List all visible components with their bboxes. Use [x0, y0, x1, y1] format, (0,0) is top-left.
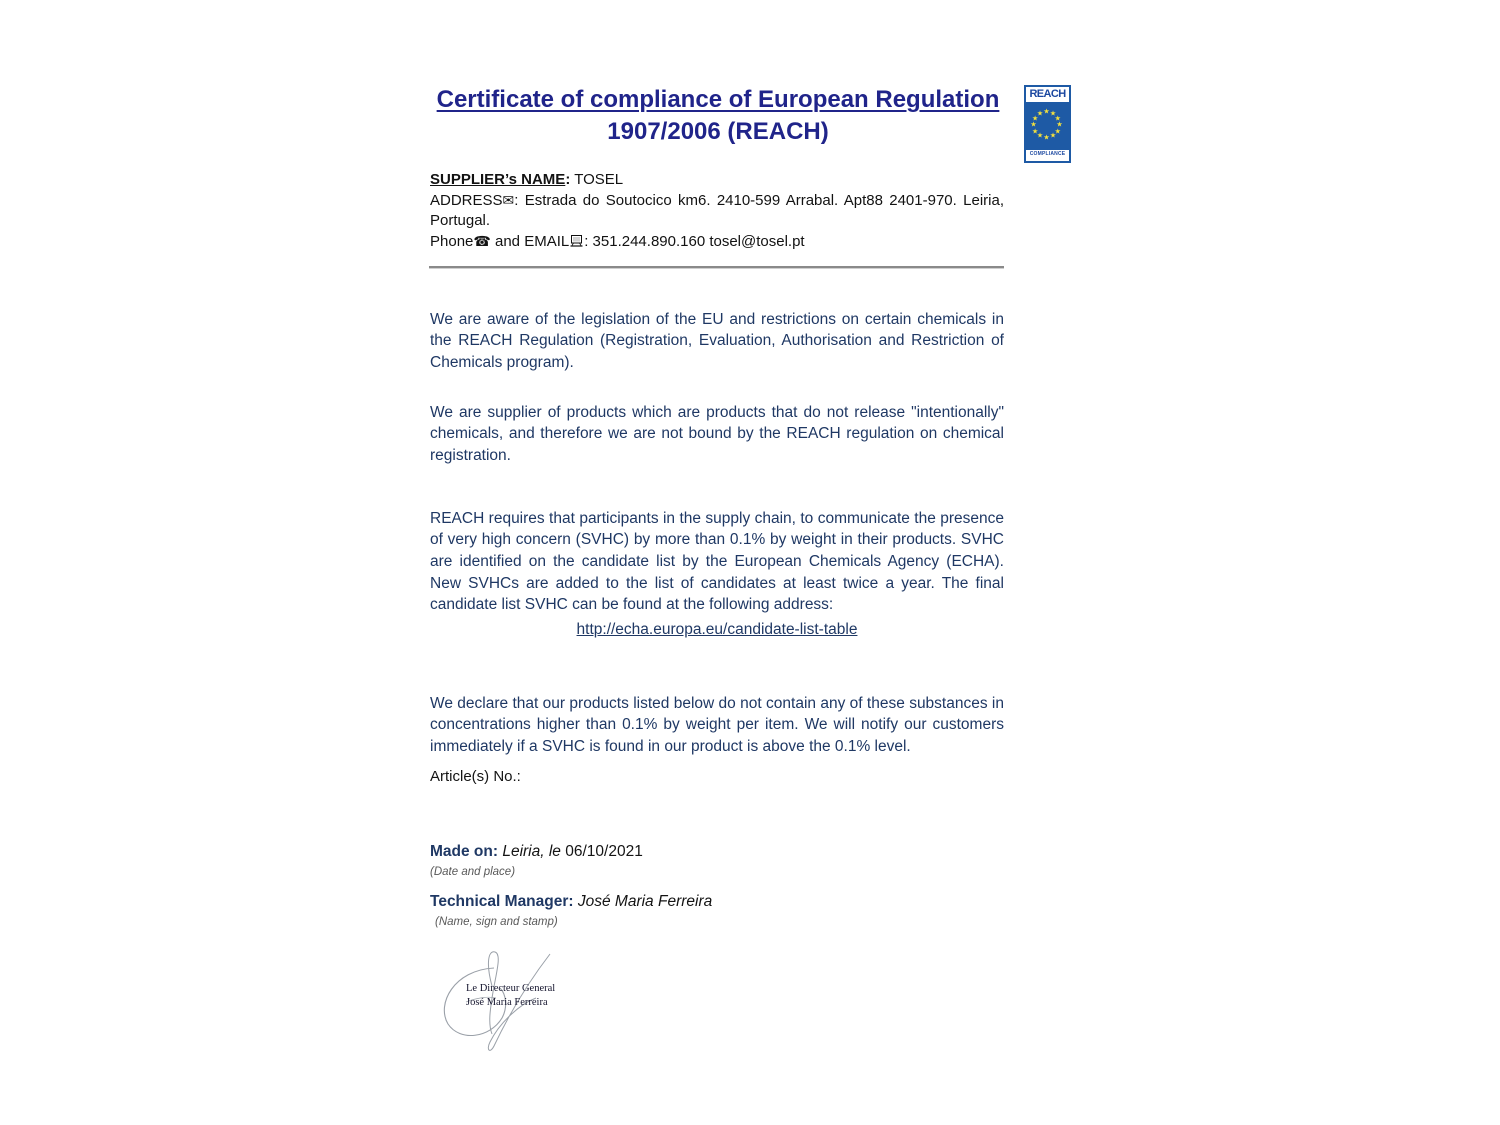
eu-star-icon: ★: [1036, 132, 1044, 140]
made-on-line: [430, 843, 1004, 861]
article-number-label: Article(s) No.:: [430, 768, 521, 785]
signature-block: [432, 946, 572, 1061]
supplier-name-label: SUPPLIER’s NAME: [430, 171, 566, 188]
eu-star-icon: ★: [1032, 128, 1039, 135]
paragraph-declaration: We declare that our products listed below do not contain any of these substances in concentrations higher than 0.1% by weight per item. We will notify our customers immediately if a SVHC is found in our product is above the 0.1% level.: [430, 694, 1004, 755]
supplier-name-value: TOSEL: [570, 171, 624, 188]
made-on-label: Made on:: [430, 843, 499, 860]
candidate-list-link[interactable]: http://echa.europa.eu/candidate-list-table: [576, 621, 858, 638]
supplier-block: [430, 170, 1004, 253]
paragraph-supplier-statement: We are supplier of products which are products that do not release "intentionally" chemicals, and therefore we are not bound by the REACH regulation on chemical registration.: [430, 403, 1004, 464]
address-label: ADDRESS: [430, 191, 503, 209]
eu-star-icon: ★: [1043, 134, 1050, 142]
reach-logo-label: REACH: [1026, 87, 1069, 104]
candidate-list-link-line: [430, 621, 1004, 639]
eu-star-icon: ★: [1036, 110, 1044, 118]
eu-star-icon: ★: [1054, 128, 1061, 135]
address-value: : Estrada do Soutocico km6. 2410-599 Arrabal. Apt88 2401-970. Leiria, Portugal.: [430, 191, 1004, 229]
eu-star-icon: ★: [1043, 108, 1050, 116]
name-sign-stamp-note: (Name, sign and stamp): [435, 916, 558, 928]
computer-icon: [570, 233, 583, 254]
contact-value: : 351.244.890.160 tosel@tosel.pt: [584, 232, 805, 250]
paragraph-awareness: We are aware of the legislation of the EU and restrictions on certain chemicals in the REACH Regulation (Registration, Evaluation, Authorisation and Restriction of Chemicals program).: [430, 310, 1004, 371]
paragraph-reach-requirements: REACH requires that participants in the supply chain, to communicate the presence of very high concern (SVHC) by more than 0.1% by weight in their products. SVHC are identified on the candidate list by the European Chemicals Agency (ECHA). New SVHCs are added to the list of candidates at least twice a year. The final candidate list SVHC can be found at the following address:: [430, 509, 1004, 614]
eu-star-icon: ★: [1032, 115, 1039, 122]
supplier-name-colon: :: [565, 171, 571, 188]
document-title: [430, 84, 1006, 148]
document-title-line1: Certificate of compliance of European Regulation: [436, 86, 1000, 113]
technical-manager-name: José Maria Ferreira: [573, 893, 713, 910]
date-place-note: (Date and place): [430, 866, 516, 878]
compliance-logo-label: COMPLIANCE: [1026, 148, 1069, 159]
eu-stars: [1026, 104, 1069, 148]
section-divider: [429, 266, 1004, 269]
signature-flourish: [432, 946, 572, 1061]
made-on-date: 06/10/2021: [560, 843, 643, 860]
technical-manager-line: [430, 893, 1004, 911]
eu-star-icon: ★: [1054, 115, 1061, 122]
signature-name-text: José Maria Ferreira: [466, 997, 548, 1008]
phone-icon: ☎: [473, 233, 491, 250]
eu-star-icon: ★: [1049, 132, 1057, 140]
envelope-icon: ✉: [502, 192, 515, 209]
reach-compliance-logo: [1024, 85, 1071, 163]
eu-star-icon: ★: [1049, 110, 1057, 118]
technical-manager-label: Technical Manager:: [430, 893, 574, 910]
document-title-line2: 1907/2006 (REACH): [607, 118, 829, 145]
signature-title-text: Le Directeur General: [466, 983, 556, 994]
email-label: and EMAIL: [490, 232, 570, 250]
eu-star-icon: ★: [1030, 121, 1037, 129]
eu-star-icon: ★: [1056, 121, 1063, 129]
phone-label: Phone: [430, 232, 474, 250]
made-on-place: Leiria, le: [498, 843, 561, 860]
